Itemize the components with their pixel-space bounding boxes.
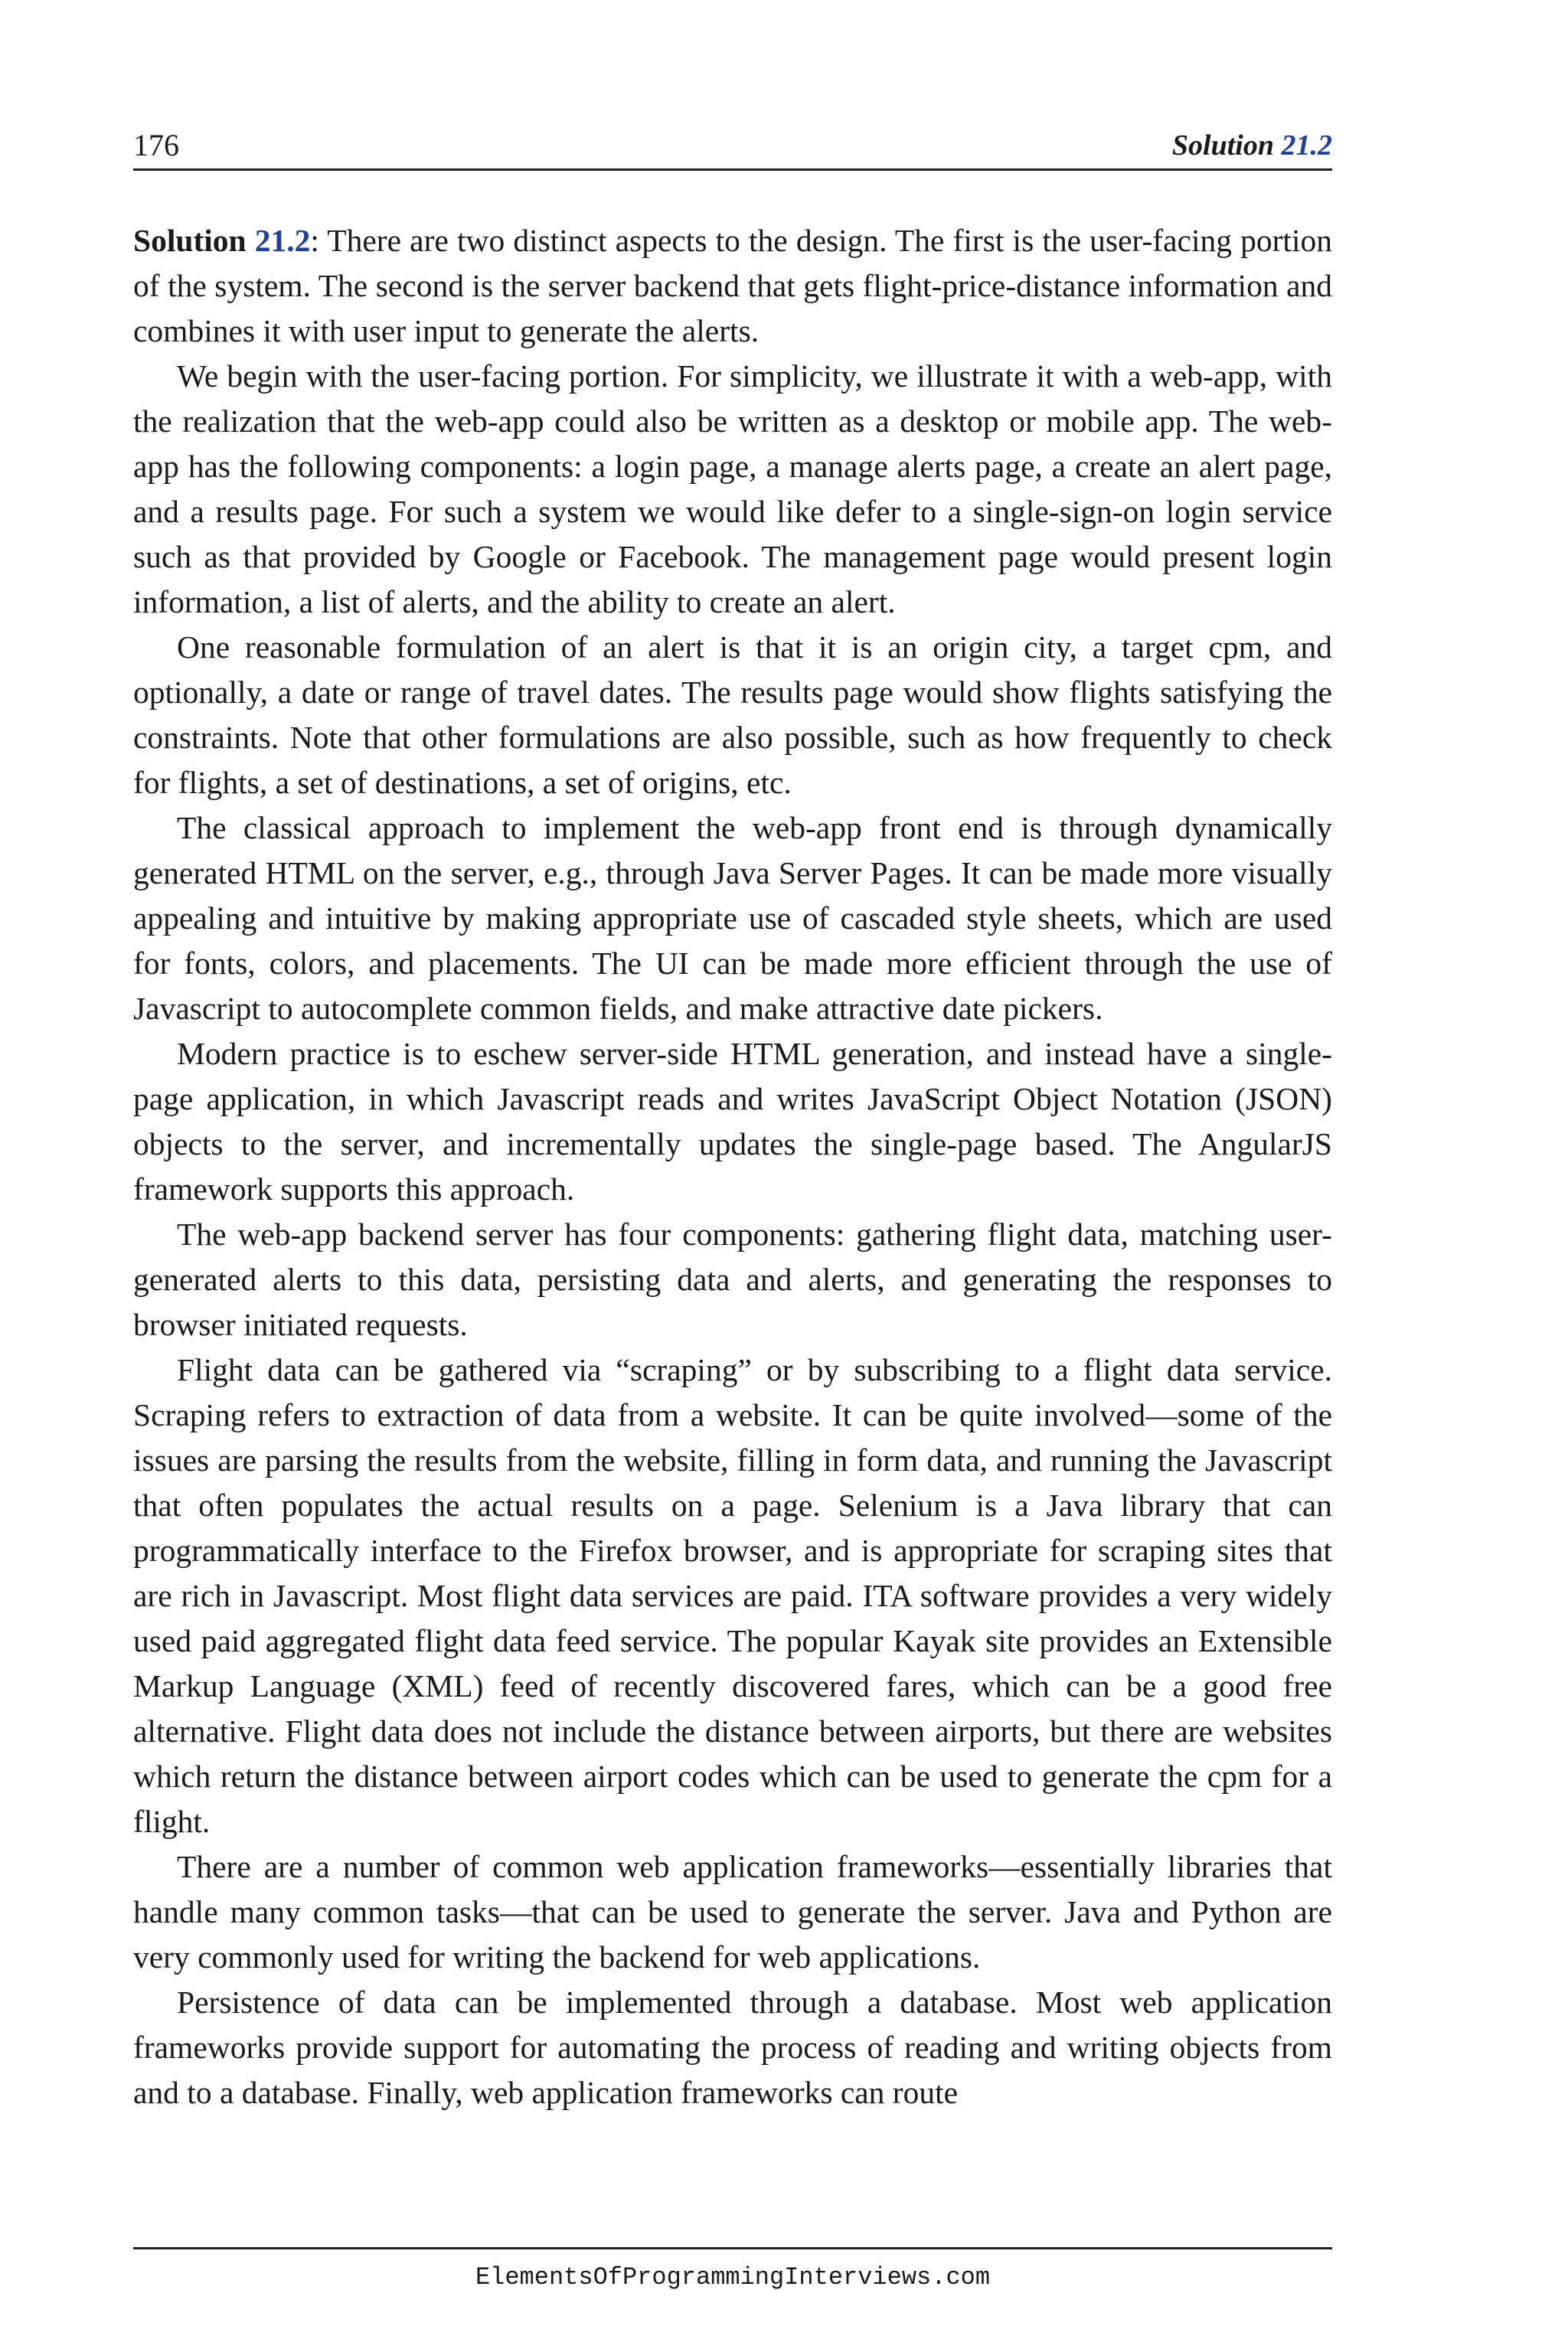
paragraph: Persistence of data can be implemented through a database. Most web application frameworks provide support for automating the process of reading and writing objects from and to a database. Finally, web application frameworks can route xyxy=(133,1984,1332,2110)
paragraph-solution-intro xyxy=(133,218,1332,354)
paragraph: Modern practice is to eschew server-side HTML generation, and instead have a single-page application, in which Javascript reads and writes JavaScript Object Notation (JSON) objects to the server, and incrementally updates the single-page based. The AngularJS framework supports this approach. xyxy=(133,1036,1332,1207)
solution-intro-text: : There are two distinct aspects to the design. The first is the user-facing portion of the system. The second is the server backend that gets flight-price-distance information and combines it with user input to generate the alerts. xyxy=(133,223,1332,348)
solution-label-text: Solution xyxy=(133,223,255,258)
paragraph: The web-app backend server has four components: gathering flight data, matching user-generated alerts to this data, persisting data and alerts, and generating the responses to browser initiated requests. xyxy=(133,1217,1332,1342)
page-footer xyxy=(133,2247,1332,2292)
running-title xyxy=(1172,129,1332,162)
solution-label xyxy=(133,223,310,258)
paragraph: Flight data can be gathered via “scraping” or by subscribing to a flight data service. Scraping refers to extraction of data from a website. It can be quite involved—some of the issues are parsing the results from the website, filling in form data, and running the Javascript that often populates the actual results on a page. Selenium is a Java library that can programmatically interface to the Firefox browser, and is appropriate for scraping sites that are rich in Javascript. Most flight data services are paid. ITA software provides a very widely used paid aggregated flight data feed service. The popular Kayak site provides an Extensible Markup Language (XML) feed of recently discovered fares, which can be a good free alternative. Flight data does not include the distance between airports, but there are websites which return the distance between airport codes which can be used to generate the cpm for a flight. xyxy=(133,1352,1332,1839)
paragraph: There are a number of common web application frameworks—essentially libraries that handle many common tasks—that can be used to generate the server. Java and Python are very commonly used for writing the backend for web applications. xyxy=(133,1849,1332,1975)
book-page xyxy=(133,122,1332,2328)
running-title-ref-link[interactable]: 21.2 xyxy=(1281,129,1332,162)
paragraph: We begin with the user-facing portion. For simplicity, we illustrate it with a web-app, with the realization that the web-app could also be written as a desktop or mobile app. The web-app has the following components: a login page, a manage alerts page, a create an alert page, and a results page. For such a system we would like defer to a single-sign-on login service such as that provided by Google or Facebook. The management page would present login information, a list of alerts, and the ability to create an alert. xyxy=(133,358,1332,619)
paragraph: One reasonable formulation of an alert is that it is an origin city, a target cpm, and optionally, a date or range of travel dates. The results page would show flights satisfying the constraints. Note that other formulations are also possible, such as how frequently to check for flights, a set of destinations, a set of origins, etc. xyxy=(133,629,1332,800)
running-title-prefix: Solution xyxy=(1171,129,1282,162)
page-number: 176 xyxy=(133,128,179,162)
page-header xyxy=(133,122,1332,171)
body-text xyxy=(133,218,1332,2115)
solution-ref-link[interactable]: 21.2 xyxy=(254,223,311,258)
paragraph: The classical approach to implement the web-app front end is through dynamically generated HTML on the server, e.g., through Java Server Pages. It can be made more visually appealing and intuitive by making appropriate use of cascaded style sheets, which are used for fonts, colors, and placements. The UI can be made more efficient through the use of Javascript to autocomplete common fields, and make attractive date pickers. xyxy=(133,810,1332,1026)
footer-site-link[interactable]: ElementsOfProgrammingInterviews.com xyxy=(475,2263,991,2292)
